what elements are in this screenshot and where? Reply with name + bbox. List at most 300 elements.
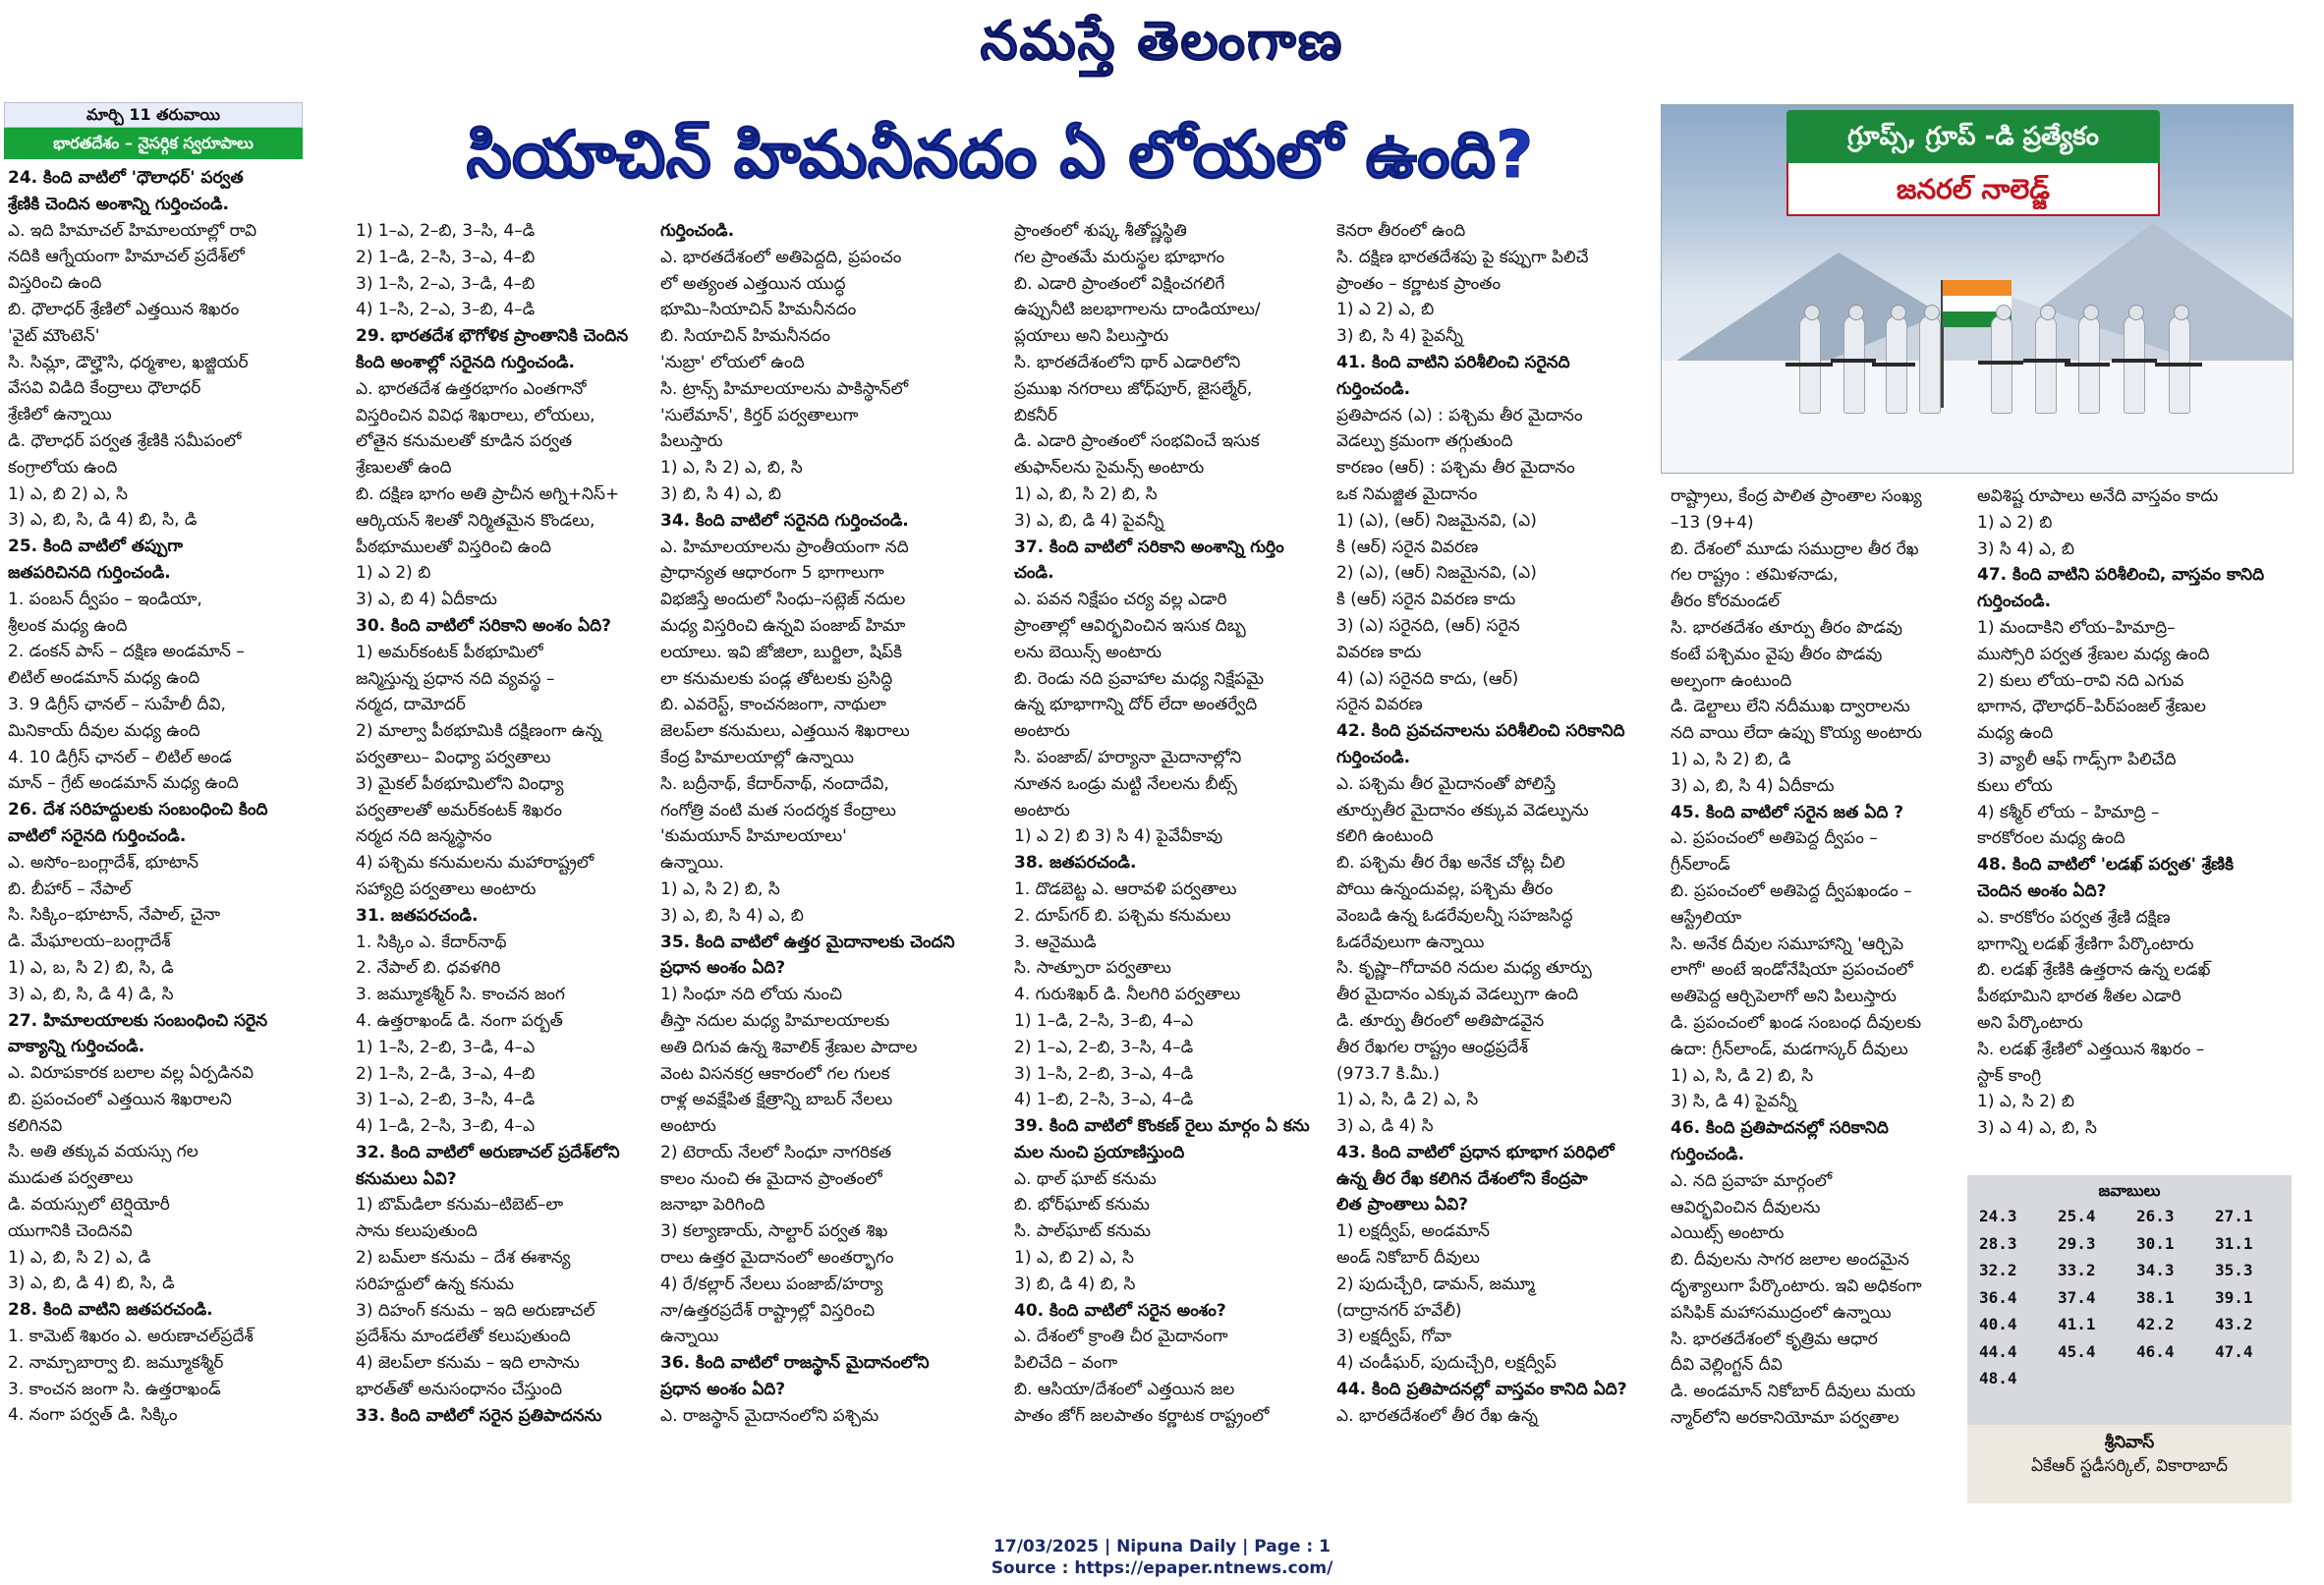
question-line: పిలిచేది – వంగా <box>1014 1353 1118 1374</box>
answer-cell: 32.2 <box>1979 1261 2017 1280</box>
question-line: లాగో' అంటే ఇండోనేషియా ప్రపంచంలో <box>1671 960 1913 981</box>
question-line: తీస్తా నదుల మధ్య హిమాలయాలకు <box>660 1010 890 1031</box>
answer-cell: 31.1 <box>2215 1233 2253 1253</box>
question-line: డి. అండమాన్ నికోబార్ దీవులు మయ <box>1671 1382 1916 1402</box>
question-line: పోయి ఉన్నందువల్ల, పశ్చిమ తీరం <box>1336 878 1554 899</box>
question-line: 1) (ఎ), (ఆర్) నిజమైనవి, (ఎ) <box>1336 510 1537 531</box>
question-line: సి. దక్షిణ భారతదేశపు పై కప్పుగా పిలిచే <box>1336 247 1589 267</box>
question-line: బి. లడఖ్ శ్రేణికి ఉత్తరాన ఉన్న లడఖ్ <box>1977 960 2211 981</box>
question-line: 3) బి, డి 4) బి, సి <box>1014 1274 1136 1294</box>
question-line: (దాద్రానగర్ హవేలీ) <box>1336 1300 1462 1321</box>
question-line: 1) ఎ, బి, సి 2) బి, సి <box>1014 483 1158 504</box>
question-line: 3) ఎ, బి, సి 4) ఎ, బి <box>660 905 804 926</box>
question-line: కంగ్రాలోయ ఉంది <box>8 457 118 478</box>
question-line: 4) 1–సి, 2–ఎ, 3–బి, 4–డి <box>356 300 536 320</box>
question-line: 3) దిహంగ్ కనుమ – ఇది అరుణాచల్ <box>356 1300 595 1321</box>
question-line: ఒక నిమజ్జిత మైదానం <box>1336 483 1478 504</box>
question-line: 1) ఎ 2) బి 3) సి 4) పైవేవీకావు <box>1014 826 1223 847</box>
question-line: బి. ఎవరెస్ట్, కాంచనజంగా, నాథులా <box>660 695 886 715</box>
question-line: ఎ. పవన నిక్షేపం చర్య వల్ల ఎడారి <box>1014 590 1227 610</box>
question-line: విస్తరించిన వివిధ శిఖరాలు, లోయలు, <box>356 405 595 425</box>
question-line: నూతన ఒండ్రు మట్టి నేలలను బీట్స్ <box>1014 773 1237 794</box>
question-line: 3) మైకల్ పీఠభూమిలోని వింధ్యా <box>356 773 564 794</box>
question-line: అంటారు <box>660 1116 716 1137</box>
question-line: 3) ఎ, బి, డి 4) పైవన్నీ <box>1014 510 1164 531</box>
question-line: 4) 1–డి, 2–సి, 3–బి, 4–ఎ <box>356 1116 536 1137</box>
question-line: ఎ. నది ప్రవాహ మార్గంలో <box>1671 1170 1833 1191</box>
question-line: 1) ఎ 2) ఎ, బి <box>1336 300 1435 320</box>
question-line: మాన్ – గ్రేట్ అండమాన్ మధ్య ఉంది <box>8 773 239 794</box>
question-line: తూర్పుతీర మైదానం తక్కువ వెడల్పును <box>1336 800 1589 821</box>
question-line: 2) 1–సి, 2–డి, 3–ఎ, 4–బి <box>356 1063 536 1084</box>
question-line: 1. పంబన్ ద్వీపం – ఇండియా, <box>8 589 202 609</box>
question-line: –13 (9+4) <box>1671 512 1754 533</box>
question-line: ప్రతిపాదన (ఎ) : పశ్చిమ తీర మైదానం <box>1336 405 1583 425</box>
answer-cell: 28.3 <box>1979 1233 2017 1253</box>
question-line: జన్మిస్తున్న ప్రధాన నది వ్యవస్థ – <box>356 668 555 689</box>
badge-line-2: జనరల్ నాలెడ్జ్ <box>1786 163 2160 216</box>
question-stem: 33. కింది వాటిలో సరైన ప్రతిపాదనను <box>356 1405 602 1426</box>
question-line: 2. నేపాల్ బి. ధవళగిరి <box>356 958 501 979</box>
question-column <box>1671 483 1963 1432</box>
question-column <box>1336 218 1649 1430</box>
question-line: ఆవిర్భవించిన దీవులను <box>1671 1197 1821 1217</box>
question-stem: 37. కింది వాటిలో సరికాని అంశాన్ని గుర్తిం <box>1014 537 1284 557</box>
question-line: ఎ. ప్రపంచంలో అతిపెద్ద ద్వీపం – <box>1671 828 1878 849</box>
question-stem: 31. జతపరచండి. <box>356 905 479 926</box>
question-line: నా/ఉత్తరప్రదేశ్ రాష్ట్రాల్లో విస్తరించి <box>660 1300 876 1321</box>
question-line: 1) అమర్‌కంటక్ పీఠభూమిలో <box>356 642 543 662</box>
answer-cell: 25.4 <box>2058 1207 2096 1226</box>
question-line: 3) ఎ 4) ఎ, బి, సి <box>1977 1118 2097 1139</box>
question-line: శ్రీలంక మధ్య ఉంది <box>8 615 128 636</box>
question-line: సరిహద్దులో ఉన్న కనుమ <box>356 1274 514 1294</box>
question-line: కారణం (ఆర్) : పశ్చిమ తీర మైదానం <box>1336 458 1575 479</box>
question-line: డి. వయస్సులో టెర్షియోరీ <box>8 1195 170 1216</box>
question-line: కేంద్ర హిమాలయాల్లో ఉన్నాయి <box>660 747 854 767</box>
question-line: పీఠభూములతో విస్తరించి ఉంది <box>356 537 551 557</box>
question-line: (973.7 కి.మీ.) <box>1336 1063 1441 1084</box>
question-line: 'సులేమాన్', కిర్తర్ పర్వతాలుగా <box>660 405 859 425</box>
question-line: నర్మద నది జన్మస్థానం <box>356 826 492 847</box>
question-line: జెలప్‌లా కనుమలు, ఎత్తయిన శిఖరాలు <box>660 721 910 742</box>
question-line: భాగాన, ధౌలాధర్–పిర్‌పంజల్ శ్రేణుల <box>1977 697 2206 717</box>
question-line: ఎ. భారతదేశంలో తీర రేఖ ఉన్న <box>1336 1405 1538 1426</box>
question-line: 1. దొడబెట్ట ఎ. ఆరావళి పర్వతాలు <box>1014 878 1237 899</box>
question-line: అండ్ నికోబార్ దీవులు <box>1336 1248 1480 1269</box>
question-line: పిలుస్తారు <box>660 431 723 452</box>
answer-cell <box>2130 1365 2209 1392</box>
answer-cell: 29.3 <box>2058 1233 2096 1253</box>
question-line: బి. ఎడారి ప్రాంతంలో విక్షించగలిగే <box>1014 273 1225 294</box>
answer-cell: 34.3 <box>2136 1261 2175 1280</box>
question-line: 3) (ఎ) సరైనది, (ఆర్) సరైన <box>1336 615 1520 636</box>
page-headline <box>378 106 1621 204</box>
question-line: డి. ఎడారి ప్రాంతంలో సంభవించే ఇసుక <box>1014 431 1260 452</box>
question-line: రాళ్ల అవక్షేపిత క్షేత్రాన్ని బాబర్ నేలలు <box>660 1090 893 1110</box>
question-stem: 46. కింది ప్రతిపాదనల్లో సరికానిది <box>1671 1118 1889 1139</box>
footer-publication: 17/03/2025 | Nipuna Daily | Page : 1 <box>993 1537 1331 1557</box>
question-line: 1) ఎ 2) బి <box>356 563 431 584</box>
question-line: సాను కలుపుతుంది <box>356 1221 478 1242</box>
question-stem: 24. కింది వాటిలో 'ధౌలాధర్' పర్వత <box>8 168 244 188</box>
question-stem: చండి. <box>1014 563 1054 584</box>
question-line: 2) టెరాయ్ నేలలో సింధూ నాగరికత <box>660 1142 892 1162</box>
question-line: అవిశిష్ట రూపాలు అనేది వాస్తవం కాదు <box>1977 486 2219 506</box>
question-line: 1) సింధూ నది లోయ నుంచి <box>660 985 843 1005</box>
question-line: 1) ఎ, బి 2) ఎ, సి <box>1014 1248 1134 1269</box>
question-stem: కనుమలు ఏవి? <box>356 1168 457 1189</box>
question-line: బికనీర్ <box>1014 405 1057 425</box>
question-line: 3. ఆనైముడి <box>1014 932 1097 952</box>
question-line: 3) సి 4) ఎ, బి <box>1977 538 2075 559</box>
section-label: భారతదేశం – నైసర్గిక స్వరూపాలు <box>4 128 303 159</box>
question-line: 3) 1–సి, 2–ఎ, 3–డి, 4–బి <box>356 273 536 294</box>
question-line: 2) మాల్వా పీఠభూమికి దక్షిణంగా ఉన్న <box>356 721 602 742</box>
question-line: ప్రాధాన్యత ఆధారంగా 5 భాగాలుగా <box>660 563 884 584</box>
question-line: గల ప్రాంతమే మరుస్థల భూభాగం <box>1014 247 1225 267</box>
continuation-label: మార్చి 11 తరువాయి <box>4 102 303 128</box>
question-line: ఎ. భారతదేశంలో అతిపెద్దది, ప్రపంచం <box>660 247 902 267</box>
page-footer <box>0 1536 2324 1579</box>
question-line: 3) ఎ, బి, సి, డి 4) బి, సి, డి <box>8 510 198 531</box>
question-line: అంటారు <box>1014 800 1070 821</box>
answer-cell: 37.4 <box>2058 1287 2096 1307</box>
answer-cell: 46.4 <box>2136 1341 2175 1361</box>
question-line: గంగోత్రి వంటి మత సందర్శక కేంద్రాలు <box>660 800 896 821</box>
question-line: 1) ఎ, బి, సి 2) ఎ, డి <box>8 1247 151 1268</box>
question-stem: ఉన్న తీర రేఖ కలిగిన దేశంలోని కేంద్రపా <box>1336 1168 1588 1189</box>
question-stem: గుర్తించండి. <box>660 221 735 241</box>
question-line: మినికాయ్ దీవుల మధ్య ఉంది <box>8 720 200 741</box>
question-stem: 27. హిమాలయాలకు సంబంధించి సరైన <box>8 1010 268 1031</box>
question-stem: గుర్తించండి. <box>1336 747 1411 767</box>
question-line: భారత్‌తో అనుసంధానం చేస్తుంది <box>356 1380 562 1400</box>
question-line: 1) ఎ, సి, డి 2) బి, సి <box>1671 1065 1814 1086</box>
question-line: ఉదా: గ్రీన్‌లాండ్, మడగాస్కర్ దీవులు <box>1671 1039 1908 1059</box>
question-line: 4) రే/కల్లార్ నేలలు పంజాబ్/హర్యా <box>660 1274 883 1294</box>
question-line: డి. డెల్టాలు లేని నదీముఖ ద్వారాలను <box>1671 697 1910 717</box>
question-line: డి. మేఘాలయ–బంగ్లాదేశ్ <box>8 932 171 952</box>
question-line: పర్వతాలు– వింధ్యా పర్వతాలు <box>356 747 551 767</box>
question-line: సి. సిక్కిం–భూటాన్, నేపాల్, చైనా <box>8 905 221 926</box>
question-line: 1) 1–డి, 2–సి, 3–బి, 4–ఎ <box>1014 1010 1194 1031</box>
question-line: బి. రెండు నది ప్రవాహాల మధ్య నిక్షేపమై <box>1014 668 1265 689</box>
question-line: 3) లక్షద్వీప్, గోవా <box>1336 1327 1452 1347</box>
answer-cell: 38.1 <box>2136 1287 2175 1307</box>
question-line: 2) (ఎ), (ఆర్) నిజమైనవి, (ఎ) <box>1336 563 1537 584</box>
answer-cell: 48.4 <box>1979 1369 2017 1388</box>
question-line: పసిఫిక్ మహాసముద్రంలో ఉన్నాయి <box>1671 1302 1892 1323</box>
question-stem: గుర్తించండి. <box>1671 1144 1745 1164</box>
question-stem: ప్రధాన అంశం ఏది? <box>660 1380 786 1400</box>
question-line: న్మార్‌లోని అరకానియోమా పర్వతాల <box>1671 1407 1899 1428</box>
question-line: ఆస్ట్రేలియా <box>1671 907 1742 928</box>
question-line: కంటే పశ్చిమం వైపు తీరం పొడవు <box>1671 644 1883 664</box>
question-line: ఎ. కారకోరం పర్వత శ్రేణి దక్షిణ <box>1977 907 2171 928</box>
question-line: ఉన్నాయి. <box>660 853 724 874</box>
question-line: 1) బొమ్‌డిలా కనుమ–టిబెట్–లా <box>356 1195 564 1216</box>
question-line: వెంట విసనకర్ర ఆకారంలో గల గులక <box>660 1063 890 1084</box>
question-line: బి. సియాచిన్ హిమనీనదం <box>660 326 831 347</box>
question-line: ఎయిట్స్ అంటారు <box>1671 1223 1785 1244</box>
question-line: తుఫాన్‌లను సైమన్స్ అంటారు <box>1014 458 1205 479</box>
question-line: లిటిల్ అండమాన్ మధ్య ఉంది <box>8 668 200 689</box>
question-stem: 25. కింది వాటిలో తప్పుగా <box>8 537 183 557</box>
question-column <box>1977 483 2294 1142</box>
question-line: నది వాయి లేదా ఉప్పు కొయ్య అంటారు <box>1671 723 1922 744</box>
answer-cell: 33.2 <box>2058 1261 2096 1280</box>
question-line: అల్పంగా ఉంటుంది <box>1671 670 1792 691</box>
question-line: 2. దూప్‌గర్ బి. పశ్చిమ కనుమలు <box>1014 905 1231 926</box>
question-stem: 30. కింది వాటిలో సరికాని అంశం ఏది? <box>356 615 611 636</box>
question-stem: వాటిలో సరైనది గుర్తించండి. <box>8 825 187 846</box>
question-line: 3) ఎ, బి, సి 4) ఏదీకాదు <box>1671 775 1835 796</box>
answer-cell: 42.2 <box>2136 1315 2175 1334</box>
question-line: డి. ధౌలాధర్ పర్వత శ్రేణికి సమీపంలో <box>8 430 242 451</box>
footer-source: Source : https://epaper.ntnews.com/ <box>991 1558 1333 1578</box>
question-stem: 38. జతపరచండి. <box>1014 853 1137 874</box>
question-line: 3. 9 డిగ్రీస్ ఛానల్ – సుహేలీ దీవి, <box>8 694 226 714</box>
question-line: ప్రాంతాల్లో ఆవిర్భవించిన ఇసుక దిబ్బ <box>1014 615 1246 636</box>
question-line: గల రాష్ట్రం : తమిళనాడు, <box>1671 565 1839 586</box>
answer-row <box>1973 1365 2288 1392</box>
question-stem: 47. కింది వాటిని పరిశీలించి, వాస్తవం కానిది <box>1977 565 2265 586</box>
question-line: విభజిస్తే అందులో సింధు–సట్లెజ్ నదుల <box>660 590 906 610</box>
question-line: 3) ఎ, బి 4) ఏదీకాదు <box>356 590 497 610</box>
question-line: 'నుబ్రా' లోయలో ఉంది <box>660 352 805 372</box>
question-line: కలిగి ఉంటుంది <box>1336 826 1434 847</box>
answer-key <box>1967 1175 2292 1425</box>
question-stem: 29. భారతదేశ భౌగోళిక ప్రాంతానికి చెందిన <box>356 326 629 347</box>
question-stem: 48. కింది వాటిలో 'లడఖ్ పర్వత' శ్రేణికి <box>1977 855 2234 876</box>
question-line: ప్రాంతంలో శుష్క శీతోష్ణస్థితి <box>1014 221 1187 241</box>
question-line: బి. ధౌలాధర్ శ్రేణిలో ఎత్తయిన శిఖరం <box>8 299 240 319</box>
question-line: భాగాన్ని లడఖ్ శ్రేణిగా పేర్కొంటారు <box>1977 934 2194 954</box>
question-line: 1. సిక్కిం ఎ. కేదార్‌నాథ్ <box>356 932 507 952</box>
question-line: వేసవి విడిది కేంద్రాలు ధౌలాధర్ <box>8 378 201 399</box>
question-line: 1) ఎ, సి 2) ఎ, బి, సి <box>660 458 803 479</box>
question-line: 4. ఉత్తరాఖండ్ డి. నంగా పర్బత్ <box>356 1010 563 1031</box>
answer-cell: 45.4 <box>2058 1341 2096 1361</box>
question-line: సి. అనేక దీవుల సమూహాన్ని 'ఆర్చిపె <box>1671 934 1904 954</box>
question-line: బి. దక్షిణ భాగం అతి ప్రాచీన అగ్ని+నిస్+ <box>356 483 620 504</box>
question-stem: 35. కింది వాటిలో ఉత్తర మైదానాలకు చెందని <box>660 932 955 952</box>
question-line: సి. సిమ్లా, డౌల్హౌసి, ధర్మశాల, ఖజ్జియర్ <box>8 352 249 372</box>
question-line: ఓడరేవులుగా ఉన్నాయి <box>1336 932 1485 952</box>
question-line: బి. ప్రపంచంలో ఎత్తయిన శిఖరాలని <box>8 1089 232 1109</box>
question-line: రాష్ట్రాలు, కేంద్ర పాలిత ప్రాంతాల సంఖ్య <box>1671 486 1922 506</box>
question-line: స్టాక్ కాంగ్రి <box>1977 1065 2042 1086</box>
question-line: సి. బద్రీనాథ్, కేదార్‌నాథ్, నందాదేవి, <box>660 773 889 794</box>
question-line: ఉప్పునీటి జలభాగాలను దాండియాలు/ <box>1014 300 1261 320</box>
question-line: అని పేర్కొంటారు <box>1977 1012 2083 1033</box>
answer-cell: 36.4 <box>1979 1287 2017 1307</box>
question-line: జనాభా పెరిగింది <box>660 1195 765 1216</box>
question-line: ఎ. దేశంలో క్రాంతి చీర మైదానంగా <box>1014 1327 1228 1347</box>
question-line: 1) లక్షద్వీప్, అండమాన్ <box>1336 1221 1490 1242</box>
question-line: డి. ప్రపంచంలో ఖండ సంబంధ దీవులకు <box>1671 1012 1922 1033</box>
badge-line-1: గ్రూప్స్, గ్రూప్ -డి ప్రత్యేకం <box>1786 110 2160 163</box>
question-line: అంటారు <box>1014 721 1070 742</box>
question-line: ముస్సోరి పర్వత శ్రేణుల మధ్య ఉంది <box>1977 644 2210 664</box>
question-line: అతిపెద్ద ఆర్చిపెలాగో అని పిలుస్తారు <box>1671 987 1897 1007</box>
question-line: పీఠభూమిని భారత శీతల ఎడారి <box>1977 987 2182 1007</box>
question-stem: గుర్తించండి. <box>1977 592 2052 612</box>
answer-cell: 47.4 <box>2215 1341 2253 1361</box>
question-line: 3) కల్యాణాయ్, సాల్టార్ పర్వత శిఖ <box>660 1221 888 1242</box>
question-line: అతి దిగువ ఉన్న శివాలిక్ శ్రేణుల పాదాల <box>660 1037 918 1057</box>
question-line: సరైన వివరణ <box>1336 695 1423 715</box>
answer-cell: 40.4 <box>1979 1315 2017 1334</box>
question-line: సి. లడఖ్ శ్రేణిలో ఎత్తయిన శిఖరం – <box>1977 1039 2205 1059</box>
answer-table <box>1973 1203 2288 1392</box>
question-line: 3. జమ్మూకశ్మీర్ సి. కాంచన జంగ <box>356 985 565 1005</box>
question-stem: 42. కింది ప్రవచనాలను పరిశీలించి సరికానిది <box>1336 721 1625 742</box>
question-line: ముడుత పర్వతాలు <box>8 1168 134 1189</box>
question-column <box>356 218 651 1430</box>
question-line: ప్రాంతం – కర్ణాటక ప్రాంతం <box>1336 273 1502 294</box>
answer-cell: 24.3 <box>1979 1207 2017 1226</box>
question-line: పాతం జోగ్ జలపాతం కర్ణాటక రాష్ట్రంలో <box>1014 1405 1270 1426</box>
question-stem: గుర్తించండి. <box>1336 378 1411 399</box>
question-line: సి. ట్రాన్స్ హిమాలయాలను పాకిస్థాన్‌లో <box>660 378 909 399</box>
question-line: కులు లోయ <box>1977 775 2053 796</box>
question-line: 4. నంగా పర్వత్ డి. సిక్కిం <box>8 1405 178 1426</box>
answer-row <box>1973 1203 2288 1230</box>
question-line: మధ్య విస్తరించి ఉన్నవి పంజాబ్ హిమా <box>660 615 906 636</box>
question-line: 1) ఎ, సి 2) బి, డి <box>1671 749 1791 769</box>
question-line: 2. డంకన్ పాస్ – దక్షిణ అండమాన్ – <box>8 642 245 662</box>
question-stem: 45. కింది వాటిలో సరైన జత ఏది ? <box>1671 802 1904 822</box>
newspaper-brand: నమస్తే తెలంగాణ <box>980 9 1344 72</box>
answer-cell <box>2209 1365 2288 1392</box>
question-line: యుగానికి చెందినవి <box>8 1220 133 1241</box>
answer-cell: 41.1 <box>2058 1315 2096 1334</box>
author-name: శ్రీనివాస్ <box>2104 1433 2155 1452</box>
question-line: 1) మందాకిని లోయ–హిమాద్రి– <box>1977 617 2176 638</box>
question-line: ఎ. పశ్చిమ తీర మైదానంతో పోలిస్తే <box>1336 773 1557 794</box>
question-line: వెడల్పు క్రమంగా తగ్గుతుంది <box>1336 431 1513 452</box>
answer-row <box>1973 1311 2288 1338</box>
question-line: ఎ. భారతదేశ ఉత్తరభాగం ఎంతగానో <box>356 378 587 399</box>
question-line: బి. పశ్చిమ తీర రేఖ అనేక చోట్ల చీలి <box>1336 853 1565 874</box>
question-line: ఎ. అసోం–బంగ్లాదేశ్, భూటాన్ <box>8 852 198 873</box>
question-line: ఉన్నాయి <box>660 1327 719 1347</box>
question-line: దృశ్యాలుగా పేర్కొంటారు. ఇవి అధికంగా <box>1671 1275 1922 1296</box>
question-line: 1) ఎ, సి 2) బి <box>1977 1092 2075 1112</box>
question-line: బి. దీవులను సాగర జలాల అందమైన <box>1671 1250 1909 1271</box>
question-line: నదికి ఆగ్నేయంగా హిమాచల్ ప్రదేశ్‌లో <box>8 247 245 267</box>
question-line: బి. ఆసియా/దేశంలో ఎత్తయిన జల <box>1014 1380 1235 1400</box>
answer-row <box>1973 1257 2288 1284</box>
question-stem: 36. కింది వాటిలో రాజస్థాన్ మైదానంలోని <box>660 1353 930 1374</box>
question-column <box>8 165 324 1429</box>
question-line: కారకోరంల మధ్య ఉంది <box>1977 828 2126 849</box>
question-line: బి. దేశంలో మూడు సముద్రాల తీర రేఖ <box>1671 538 1919 559</box>
question-line: కి (ఆర్) సరైన వివరణ <box>1336 537 1479 557</box>
question-stem: శ్రేణికి చెందిన అంశాన్ని గుర్తించండి. <box>8 194 229 214</box>
question-line: 1. కామెట్ శిఖరం ఎ. అరుణాచల్‌ప్రదేశ్ <box>8 1327 254 1347</box>
question-line: 1) ఎ, బ, సి 2) బి, సి, డి <box>8 957 174 978</box>
question-line: 1) ఎ, సి 2) బి, సి <box>660 878 780 899</box>
question-line: మధ్య ఉంది <box>1977 723 2054 744</box>
question-line: లో అత్యంత ఎత్తయిన యుద్ధ <box>660 273 846 294</box>
question-line: శ్రేణులతో ఉంది <box>356 458 452 479</box>
question-line: బి. భోర్‌ఘాట్ కనుమ <box>1014 1195 1150 1216</box>
question-line: సి. భారతదేశం తూర్పు తీరం పొడవు <box>1671 617 1902 638</box>
question-line: 2) 1–డి, 2–సి, 3–ఎ, 4–బి <box>356 247 536 267</box>
question-line: నర్మద, దామోదర్ <box>356 695 466 715</box>
question-line: సి. పాల్‌ఘాట్ కనుమ <box>1014 1221 1151 1242</box>
question-line: 1) ఎ, బి 2) ఎ, సి <box>8 483 128 504</box>
question-line: రాలు ఉత్తర మైదానంలో అంతర్భాగం <box>660 1248 894 1269</box>
masthead <box>0 6 2324 75</box>
answer-cell: 27.1 <box>2215 1207 2253 1226</box>
question-line: గ్రీన్‌లాండ్ <box>1671 855 1730 876</box>
question-stem: జతపరిచినది గుర్తించండి. <box>8 562 171 583</box>
question-line: ప్లయాలు అని పిలుస్తారు <box>1014 326 1169 347</box>
question-line: 4) (ఎ) సరైనది కాదు, (ఆర్) <box>1336 668 1519 689</box>
question-line: 'కుమయూన్ హిమాలయాలు' <box>660 826 847 847</box>
question-line: ఎ. హిమాలయాలను ప్రాంతీయంగా నది <box>660 537 909 557</box>
question-line: దీవి వెల్లింగ్టన్ దీవి <box>1671 1355 1783 1376</box>
question-stem: 43. కింది వాటిలో ప్రధాన భూభాగ పరిధిలో <box>1336 1142 1615 1162</box>
question-line: లను బెయిన్స్ అంటారు <box>1014 642 1162 662</box>
question-line: 3) బి, సి 4) పైవన్నీ <box>1336 326 1463 347</box>
question-line: బి. ప్రపంచంలో అతిపెద్ద ద్వీపఖండం – <box>1671 880 1912 901</box>
question-line: లోతైన కనుమలతో కూడిన పర్వత <box>356 431 573 452</box>
answer-cell: 44.4 <box>1979 1341 2017 1361</box>
question-stem: 40. కింది వాటిలో సరైన అంశం? <box>1014 1300 1226 1321</box>
question-line: వివరణ కాదు <box>1336 642 1422 662</box>
question-stem: 39. కింది వాటిలో కొంకణ్ రైలు మార్గం ఏ కను <box>1014 1116 1310 1137</box>
question-stem: వాక్యాన్ని గుర్తించండి. <box>8 1037 145 1057</box>
question-line: 3) 1–సి, 2–బి, 3–ఎ, 4–డి <box>1014 1063 1194 1084</box>
answer-cell: 43.2 <box>2215 1315 2253 1334</box>
question-line: 3) 1–ఎ, 2–బి, 3–సి, 4–డి <box>356 1090 536 1110</box>
question-line: ఎ. రాజస్థాన్ మైదానంలోని పశ్చిమ <box>660 1405 879 1426</box>
question-line: 3) ఎ, డి 4) సి <box>1336 1116 1434 1137</box>
section-tab <box>4 102 303 159</box>
answer-row <box>1973 1284 2288 1312</box>
series-badge <box>1786 110 2160 216</box>
question-line: కలిగినవి <box>8 1115 63 1136</box>
answer-row <box>1973 1338 2288 1366</box>
question-line: ఆర్కియన్ శిలతో నిర్మితమైన కొండలు, <box>356 510 595 531</box>
question-stem: 26. దేశ సరిహద్దులకు సంబంధించి కింది <box>8 800 268 821</box>
question-line: 2) కులు లోయ–రావి నది ఎగువ <box>1977 670 2184 691</box>
question-line: 4) పశ్చిమ కనుమలను మహారాష్ట్రలో <box>356 853 595 874</box>
question-line: 3) బి, సి 4) ఎ, బి <box>660 483 781 504</box>
question-line: సి. పంజాబ్/ హర్యానా మైదానాల్లోని <box>1014 747 1242 767</box>
answer-cell: 35.3 <box>2215 1261 2253 1280</box>
question-line: ప్రముఖ నగరాలు జోధ్‌పూర్, జైసల్మేర్, <box>1014 378 1253 399</box>
question-line: 4) కశ్మీర్ లోయ – హిమాద్రి – <box>1977 802 2160 822</box>
question-line: సి. అతి తక్కువ వయస్సు గల <box>8 1142 198 1162</box>
question-line: 'వైట్ మౌంటెన్' <box>8 325 100 346</box>
question-line: తీరం కోరమండల్ <box>1671 592 1781 612</box>
answer-cell <box>2052 1365 2130 1392</box>
question-line: సి. సాత్పూరా పర్వతాలు <box>1014 958 1171 979</box>
question-line: ఉన్న భూభాగాన్ని దోర్ లేదా అంతర్వేది <box>1014 695 1258 715</box>
question-line: 2) బమ్‌లా కనుమ – దేశ ఈశాన్య <box>356 1248 571 1269</box>
question-line: శ్రేణిలో ఉన్నాయి <box>8 405 112 425</box>
question-line: 1) ఎ, సి, డి 2) ఎ, సి <box>1336 1090 1479 1110</box>
answer-cell: 26.3 <box>2136 1207 2175 1226</box>
question-line: 3) ఎ, బి, డి 4) బి, సి, డి <box>8 1274 175 1294</box>
question-line: ఎ. విరూపకారక బలాల వల్ల ఏర్పడినవి <box>8 1063 254 1084</box>
